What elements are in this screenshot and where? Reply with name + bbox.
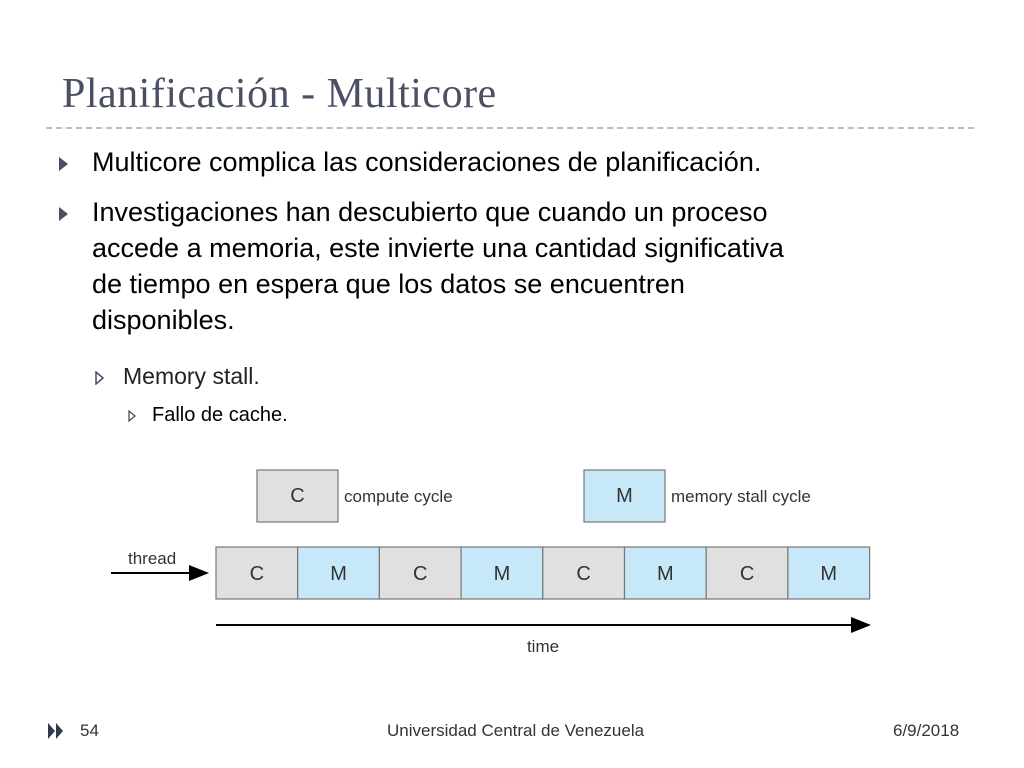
bullet-2-line-4: disponibles. xyxy=(92,305,235,335)
sub-bullet-text: Memory stall. xyxy=(123,363,260,389)
sub-sub-bullet-text: Fallo de cache. xyxy=(152,404,288,426)
cycle-label: C xyxy=(576,563,591,585)
legend-memory-label: memory stall cycle xyxy=(671,487,811,506)
footer-organization: Universidad Central de Venezuela xyxy=(387,721,645,740)
cycle-label: C xyxy=(413,563,428,585)
bullet-1-line-1: Multicore complica las consideraciones de planificación. xyxy=(92,147,762,177)
cycle-label: M xyxy=(493,563,511,585)
time-label: time xyxy=(526,637,560,656)
slide-title: Planificación - Multicore xyxy=(62,71,497,117)
bullet-2-line-1: Investigaciones han descubierto que cuando un proceso xyxy=(92,197,768,227)
legend-memory-box-label: M xyxy=(616,485,633,507)
bullet-2-line-3: de tiempo en espera que los datos se encuentren xyxy=(92,269,685,299)
cycle-label: M xyxy=(657,563,674,585)
legend-compute-box-label: C xyxy=(290,485,305,507)
cycle-label: M xyxy=(330,563,347,585)
cycle-row xyxy=(216,547,870,599)
cycle-label: M xyxy=(820,563,838,585)
cycle-label: C xyxy=(249,563,265,585)
thread-label: thread xyxy=(128,549,177,568)
footer-date: 6/9/2018 xyxy=(893,721,960,740)
page-number: 54 xyxy=(80,721,99,740)
footer-chevron-icon xyxy=(46,721,68,741)
legend-compute-label: compute cycle xyxy=(344,487,453,506)
bullet-2-line-2: accede a memoria, este invierte una cantidad significativa xyxy=(92,233,784,263)
cycle-label: C xyxy=(739,563,755,585)
